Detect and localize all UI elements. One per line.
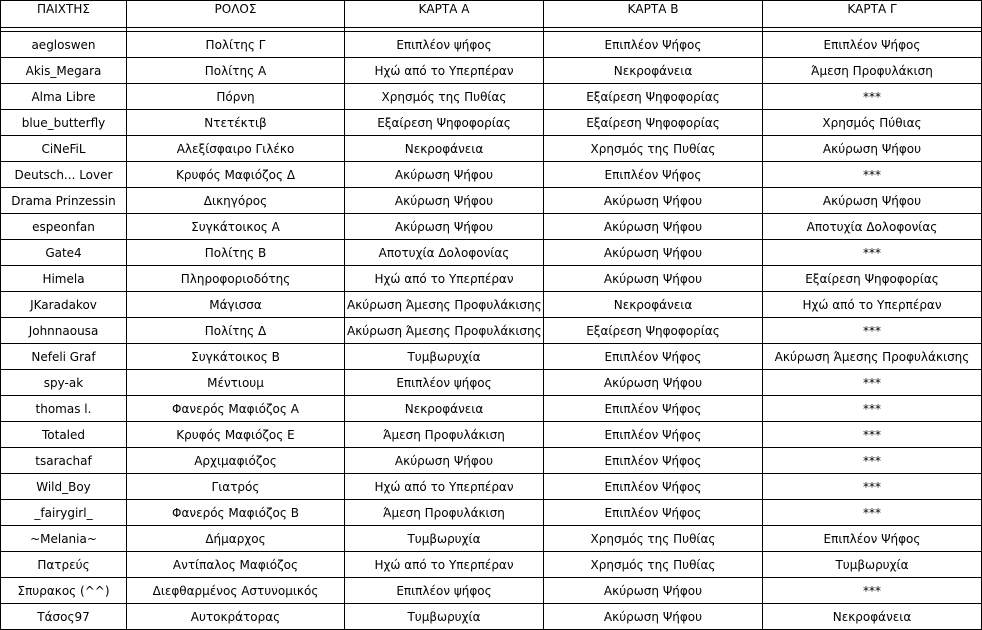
table-row [1, 188, 982, 214]
player-cell: JKaradakov [1, 292, 127, 318]
role-cell: Αρχιμαφιόζος [127, 448, 345, 474]
card-c-cell: Χρησμός Πύθιας [763, 110, 982, 136]
table-row [1, 292, 982, 318]
role-cell: Διεφθαρμένος Αστυνομικός [127, 578, 345, 604]
card-b-cell: Ακύρωση Ψήφου [544, 578, 763, 604]
card-a-cell: Χρησμός της Πυθίας [345, 84, 544, 110]
role-cell: Πολίτης Δ [127, 318, 345, 344]
header-role: ΡΟΛΟΣ [127, 1, 345, 28]
table-row [1, 578, 982, 604]
header-card-c: ΚΑΡΤΑ Γ [763, 1, 982, 28]
role-cell: Πολίτης Β [127, 240, 345, 266]
card-a-cell: Ηχώ από το Υπερπέραν [345, 552, 544, 578]
card-b-cell: Ακύρωση Ψήφου [544, 214, 763, 240]
player-cell: Τάσος97 [1, 604, 127, 630]
card-c-cell: Επιπλέον Ψήφος [763, 32, 982, 58]
table-row [1, 84, 982, 110]
card-c-cell: *** [763, 448, 982, 474]
card-a-cell: Ακύρωση Ψήφου [345, 214, 544, 240]
table-row [1, 58, 982, 84]
player-cell: ~Melania~ [1, 526, 127, 552]
card-c-cell: Επιπλέον Ψήφος [763, 526, 982, 552]
player-cell: Πατρεύς [1, 552, 127, 578]
header-card-a: ΚΑΡΤΑ Α [345, 1, 544, 28]
player-cell: aegloswen [1, 32, 127, 58]
role-cell: Αλεξίσφαιρο Γιλέκο [127, 136, 345, 162]
card-b-cell: Επιπλέον Ψήφος [544, 500, 763, 526]
card-a-cell: Ακύρωση Ψήφου [345, 188, 544, 214]
card-a-cell: Άμεση Προφυλάκιση [345, 422, 544, 448]
card-a-cell: Ηχώ από το Υπερπέραν [345, 266, 544, 292]
role-cell: Δήμαρχος [127, 526, 345, 552]
role-cell: Μέντιουμ [127, 370, 345, 396]
card-c-cell: Τυμβωρυχία [763, 552, 982, 578]
card-a-cell: Ηχώ από το Υπερπέραν [345, 58, 544, 84]
card-c-cell: *** [763, 240, 982, 266]
card-a-cell: Νεκροφάνεια [345, 136, 544, 162]
card-b-cell: Επιπλέον Ψήφος [544, 162, 763, 188]
card-c-cell: *** [763, 370, 982, 396]
role-cell: Πόρνη [127, 84, 345, 110]
player-cell: Drama Prinzessin [1, 188, 127, 214]
card-c-cell: Αποτυχία Δολοφονίας [763, 214, 982, 240]
table-row [1, 136, 982, 162]
card-c-cell: Άμεση Προφυλάκιση [763, 58, 982, 84]
card-a-cell: Εξαίρεση Ψηφοφορίας [345, 110, 544, 136]
header-card-b: ΚΑΡΤΑ Β [544, 1, 763, 28]
role-cell: Δικηγόρος [127, 188, 345, 214]
player-cell: CiNeFiL [1, 136, 127, 162]
card-c-cell: *** [763, 578, 982, 604]
card-a-cell: Επιπλέον ψήφος [345, 578, 544, 604]
player-cell: Johnnaousa [1, 318, 127, 344]
table-row [1, 344, 982, 370]
player-cell: Σπυρακος (^^) [1, 578, 127, 604]
card-c-cell: *** [763, 162, 982, 188]
table-row [1, 214, 982, 240]
card-c-cell: *** [763, 396, 982, 422]
table-row [1, 162, 982, 188]
card-b-cell: Ακύρωση Ψήφου [544, 370, 763, 396]
player-cell: Akis_Megara [1, 58, 127, 84]
role-cell: Πληροφοριοδότης [127, 266, 345, 292]
card-b-cell: Χρησμός της Πυθίας [544, 136, 763, 162]
table-header [1, 1, 982, 32]
card-c-cell: *** [763, 318, 982, 344]
header-player: ΠΑΙΧΤΗΣ [1, 1, 127, 28]
player-cell: Himela [1, 266, 127, 292]
role-cell: Φανερός Μαφιόζος Α [127, 396, 345, 422]
card-b-cell: Επιπλέον Ψήφος [544, 32, 763, 58]
role-cell: Φανερός Μαφιόζος Β [127, 500, 345, 526]
card-c-cell: Ηχώ από το Υπερπέραν [763, 292, 982, 318]
player-cell: _fairygirl_ [1, 500, 127, 526]
player-cell: Alma Libre [1, 84, 127, 110]
card-a-cell: Τυμβωρυχία [345, 344, 544, 370]
card-b-cell: Νεκροφάνεια [544, 292, 763, 318]
card-c-cell: *** [763, 474, 982, 500]
player-cell: spy-ak [1, 370, 127, 396]
card-c-cell: Ακύρωση Ψήφου [763, 188, 982, 214]
card-b-cell: Εξαίρεση Ψηφοφορίας [544, 110, 763, 136]
card-b-cell: Επιπλέον Ψήφος [544, 344, 763, 370]
player-cell: tsarachaf [1, 448, 127, 474]
player-cell: Wild_Boy [1, 474, 127, 500]
table-row [1, 552, 982, 578]
card-c-cell: Ακύρωση Ψήφου [763, 136, 982, 162]
card-a-cell: Ακύρωση Ψήφου [345, 448, 544, 474]
table-row [1, 422, 982, 448]
card-c-cell: *** [763, 500, 982, 526]
card-b-cell: Ακύρωση Ψήφου [544, 266, 763, 292]
role-cell: Κρυφός Μαφιόζος Δ [127, 162, 345, 188]
card-a-cell: Ηχώ από το Υπερπέραν [345, 474, 544, 500]
table-row [1, 110, 982, 136]
table-row [1, 240, 982, 266]
card-a-cell: Επιπλέον ψήφος [345, 32, 544, 58]
player-cell: Totaled [1, 422, 127, 448]
role-cell: Πολίτης Α [127, 58, 345, 84]
card-b-cell: Νεκροφάνεια [544, 58, 763, 84]
player-cell: Nefeli Graf [1, 344, 127, 370]
table-row [1, 448, 982, 474]
card-c-cell: Ακύρωση Άμεσης Προφυλάκισης [763, 344, 982, 370]
table-row [1, 500, 982, 526]
card-c-cell: Εξαίρεση Ψηφοφορίας [763, 266, 982, 292]
role-cell: Κρυφός Μαφιόζος Ε [127, 422, 345, 448]
card-b-cell: Επιπλέον Ψήφος [544, 474, 763, 500]
table-row [1, 32, 982, 58]
card-b-cell: Επιπλέον Ψήφος [544, 422, 763, 448]
card-a-cell: Αποτυχία Δολοφονίας [345, 240, 544, 266]
role-cell: Πολίτης Γ [127, 32, 345, 58]
card-b-cell: Επιπλέον Ψήφος [544, 396, 763, 422]
table-row [1, 266, 982, 292]
role-cell: Συγκάτοικος Α [127, 214, 345, 240]
player-cell: Gate4 [1, 240, 127, 266]
player-cell: blue_butterfly [1, 110, 127, 136]
card-a-cell: Επιπλέον ψήφος [345, 370, 544, 396]
table-body [1, 32, 982, 630]
header-row [1, 1, 982, 28]
role-cell: Αυτοκράτορας [127, 604, 345, 630]
role-cell: Μάγισσα [127, 292, 345, 318]
card-b-cell: Χρησμός της Πυθίας [544, 526, 763, 552]
card-b-cell: Ακύρωση Ψήφου [544, 188, 763, 214]
card-a-cell: Νεκροφάνεια [345, 396, 544, 422]
role-cell: Ντετέκτιβ [127, 110, 345, 136]
table-row [1, 370, 982, 396]
player-cell: thomas l. [1, 396, 127, 422]
player-cell: Deutsch... Lover [1, 162, 127, 188]
card-c-cell: Νεκροφάνεια [763, 604, 982, 630]
table-row [1, 396, 982, 422]
card-b-cell: Εξαίρεση Ψηφοφορίας [544, 318, 763, 344]
table-row [1, 318, 982, 344]
card-a-cell: Ακύρωση Άμεσης Προφυλάκισης [345, 318, 544, 344]
card-b-cell: Εξαίρεση Ψηφοφορίας [544, 84, 763, 110]
card-a-cell: Άμεση Προφυλάκιση [345, 500, 544, 526]
card-a-cell: Ακύρωση Άμεσης Προφυλάκισης [345, 292, 544, 318]
card-b-cell: Επιπλέον Ψήφος [544, 448, 763, 474]
card-a-cell: Τυμβωρυχία [345, 526, 544, 552]
card-c-cell: *** [763, 84, 982, 110]
role-cell: Συγκάτοικος Β [127, 344, 345, 370]
table-row [1, 474, 982, 500]
table-row [1, 604, 982, 630]
role-cell: Αντίπαλος Μαφιόζος [127, 552, 345, 578]
card-a-cell: Τυμβωρυχία [345, 604, 544, 630]
card-b-cell: Ακύρωση Ψήφου [544, 240, 763, 266]
card-b-cell: Χρησμός της Πυθίας [544, 552, 763, 578]
table-row [1, 526, 982, 552]
card-a-cell: Ακύρωση Ψήφου [345, 162, 544, 188]
card-c-cell: *** [763, 422, 982, 448]
card-b-cell: Ακύρωση Ψήφου [544, 604, 763, 630]
role-cell: Γιατρός [127, 474, 345, 500]
player-cell: espeonfan [1, 214, 127, 240]
